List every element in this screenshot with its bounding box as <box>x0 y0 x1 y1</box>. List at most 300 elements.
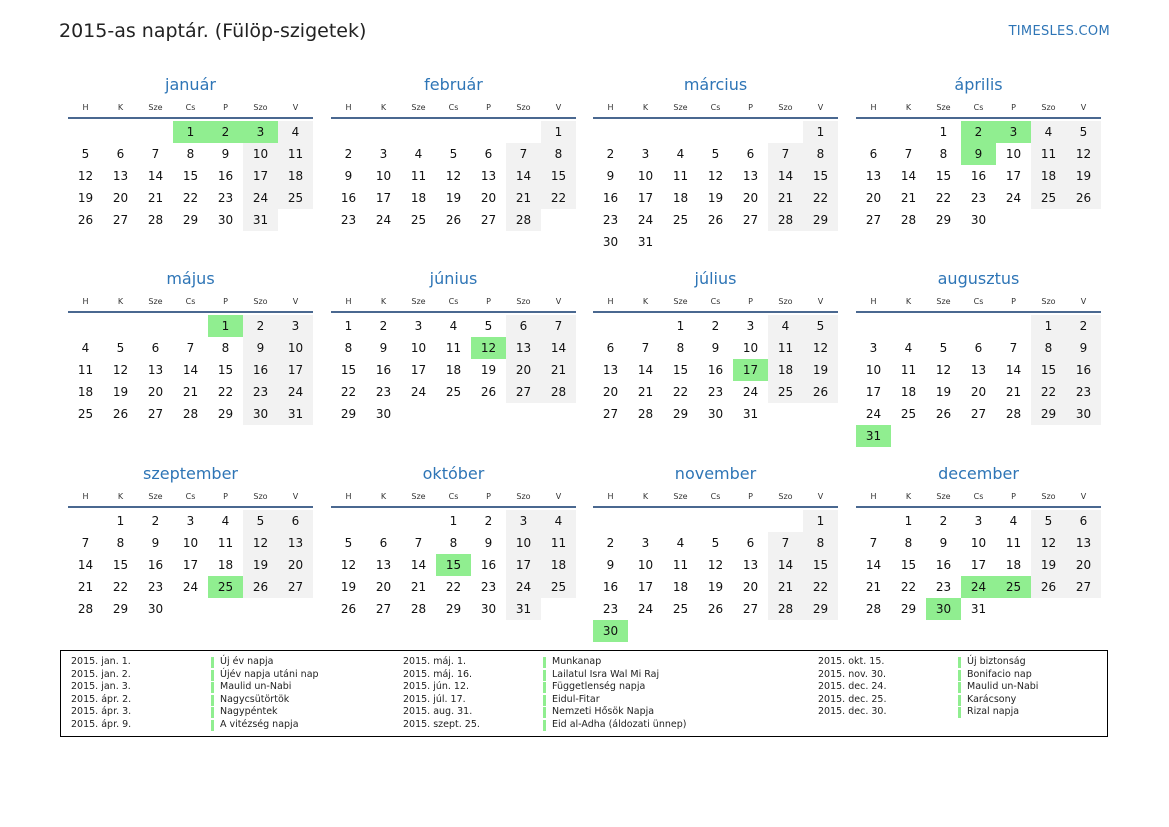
weekday-label: P <box>486 296 491 306</box>
day-cell: 19 <box>707 191 724 205</box>
weekday-label: V <box>555 491 562 501</box>
day-cell: 15 <box>541 165 576 187</box>
day-cell: 28 <box>900 213 917 227</box>
empty-cell <box>366 121 401 143</box>
day-cell: 27 <box>506 381 541 403</box>
day-cell: 23 <box>1066 381 1101 403</box>
month-4 <box>856 74 1101 231</box>
day-cell: 25 <box>672 213 689 227</box>
day-cell: 22 <box>182 191 199 205</box>
holiday-row <box>818 694 1038 707</box>
weekday-header <box>68 486 313 508</box>
day-cell: 23 <box>602 213 619 227</box>
weekday-label: Szo <box>253 296 268 306</box>
holiday-day-cell: 30 <box>926 598 961 620</box>
holiday-date: 2015. okt. 15. <box>818 656 885 667</box>
day-cell: 24 <box>375 213 392 227</box>
day-cell: 19 <box>935 385 952 399</box>
holiday-column <box>71 656 319 732</box>
day-cell: 20 <box>865 191 882 205</box>
holiday-row <box>403 681 686 694</box>
day-cell: 29 <box>340 407 357 421</box>
weekday-label: Cs <box>710 296 721 306</box>
day-cell: 13 <box>278 532 313 554</box>
holiday-row <box>71 669 319 682</box>
day-cell: 18 <box>77 385 94 399</box>
day-cell: 22 <box>900 580 917 594</box>
weekday-label: Szo <box>778 102 793 112</box>
day-cell: 10 <box>970 536 987 550</box>
holiday-marker <box>211 682 214 693</box>
day-cell: 16 <box>375 363 392 377</box>
day-cell: 12 <box>77 169 94 183</box>
day-cell: 5 <box>939 341 948 355</box>
empty-cell <box>768 510 803 532</box>
holiday-row <box>71 706 319 719</box>
weekday-label: Szo <box>516 491 531 501</box>
day-cell: 14 <box>865 558 882 572</box>
weekday-label: V <box>817 102 824 112</box>
day-cell: 7 <box>414 536 423 550</box>
day-cell: 30 <box>707 407 724 421</box>
day-cell: 28 <box>77 602 94 616</box>
day-cell: 25 <box>445 385 462 399</box>
day-cell: 18 <box>672 191 689 205</box>
day-cell: 20 <box>970 385 987 399</box>
holiday-row <box>818 656 1038 669</box>
holiday-name: Maulid un-Nabi <box>220 681 292 693</box>
weekday-label: H <box>345 296 352 306</box>
day-cell: 22 <box>935 191 952 205</box>
day-cell: 30 <box>217 213 234 227</box>
day-cell: 23 <box>243 381 278 403</box>
holiday-date: 2015. máj. 16. <box>403 668 473 680</box>
holiday-marker <box>543 707 546 718</box>
holiday-date: 2015. dec. 30. <box>818 706 887 718</box>
month-name: június <box>429 269 478 288</box>
day-cell: 30 <box>480 602 497 616</box>
day-cell: 16 <box>340 191 357 205</box>
day-cell: 23 <box>480 580 497 594</box>
day-cell: 6 <box>278 510 313 532</box>
day-cell: 19 <box>480 363 497 377</box>
holiday-day-cell: 30 <box>593 620 628 642</box>
day-cell: 18 <box>1005 558 1022 572</box>
day-cell: 11 <box>445 341 462 355</box>
weekday-label: V <box>292 296 299 306</box>
weekday-label: Sze <box>673 296 688 306</box>
empty-cell <box>856 121 891 143</box>
day-cell: 16 <box>480 558 497 572</box>
day-cell: 25 <box>410 213 427 227</box>
day-cell: 7 <box>506 143 541 165</box>
day-cell: 14 <box>541 337 576 359</box>
day-cell: 2 <box>606 147 615 161</box>
month-name: szeptember <box>142 464 238 483</box>
day-cell: 10 <box>278 337 313 359</box>
day-cell: 28 <box>506 209 541 231</box>
brand-link[interactable]: TIMESLES.COM <box>1008 24 1110 39</box>
empty-cell <box>856 315 891 337</box>
holiday-name: A vitézség napja <box>220 718 299 730</box>
holiday-marker <box>211 707 214 718</box>
day-cell: 13 <box>112 169 129 183</box>
day-cell: 6 <box>869 147 878 161</box>
weekday-label: Cs <box>448 102 459 112</box>
day-cell: 29 <box>1031 403 1066 425</box>
month-10 <box>331 463 576 620</box>
day-cell: 19 <box>112 385 129 399</box>
day-cell: 14 <box>147 169 164 183</box>
empty-cell <box>698 510 733 532</box>
day-cell: 16 <box>243 359 278 381</box>
holiday-day-cell: 9 <box>961 143 996 165</box>
day-cell: 6 <box>151 341 160 355</box>
weekday-label: K <box>380 102 387 112</box>
day-cell: 19 <box>803 359 838 381</box>
weekday-label: H <box>870 102 877 112</box>
day-grid <box>68 121 313 231</box>
day-cell: 15 <box>803 165 838 187</box>
day-cell: 7 <box>151 147 160 161</box>
holiday-name: Nagycsütörtök <box>220 693 290 705</box>
day-cell: 27 <box>742 602 759 616</box>
day-cell: 27 <box>480 213 497 227</box>
day-cell: 15 <box>217 363 234 377</box>
day-cell: 30 <box>147 602 164 616</box>
weekday-label: H <box>870 296 877 306</box>
day-cell: 8 <box>116 536 125 550</box>
day-cell: 1 <box>344 319 353 333</box>
holiday-marker <box>543 682 546 693</box>
weekday-label: K <box>642 296 649 306</box>
day-cell: 14 <box>768 554 803 576</box>
day-cell: 15 <box>182 169 199 183</box>
holiday-marker <box>543 695 546 706</box>
weekday-label: P <box>1011 491 1016 501</box>
day-cell: 1 <box>1031 315 1066 337</box>
empty-cell <box>593 510 628 532</box>
empty-cell <box>471 121 506 143</box>
weekday-label: V <box>1080 102 1087 112</box>
day-cell: 29 <box>900 602 917 616</box>
day-cell: 15 <box>672 363 689 377</box>
day-cell: 8 <box>221 341 230 355</box>
day-cell: 3 <box>746 319 755 333</box>
day-cell: 20 <box>112 191 129 205</box>
weekday-label: Cs <box>710 102 721 112</box>
day-cell: 19 <box>77 191 94 205</box>
weekday-label: K <box>905 296 912 306</box>
day-cell: 16 <box>707 363 724 377</box>
weekday-label: P <box>1011 296 1016 306</box>
day-cell: 14 <box>410 558 427 572</box>
weekday-header <box>331 291 576 313</box>
day-cell: 20 <box>1066 554 1101 576</box>
weekday-label: Sze <box>411 102 426 112</box>
holiday-column <box>403 656 686 732</box>
day-cell: 22 <box>445 580 462 594</box>
empty-cell <box>628 121 663 143</box>
day-cell: 23 <box>375 385 392 399</box>
day-cell: 17 <box>1005 169 1022 183</box>
day-cell: 3 <box>641 147 650 161</box>
day-cell: 24 <box>1005 191 1022 205</box>
empty-cell <box>103 121 138 143</box>
day-cell: 28 <box>147 213 164 227</box>
weekday-label: Cs <box>973 491 984 501</box>
day-cell: 21 <box>182 385 199 399</box>
weekday-label: V <box>1080 491 1087 501</box>
day-cell: 26 <box>77 213 94 227</box>
empty-cell <box>68 121 103 143</box>
day-cell: 10 <box>410 341 427 355</box>
day-cell: 26 <box>112 407 129 421</box>
day-cell: 15 <box>900 558 917 572</box>
holiday-marker <box>958 670 961 681</box>
day-cell: 11 <box>900 363 917 377</box>
day-cell: 1 <box>449 514 458 528</box>
day-cell: 12 <box>1066 143 1101 165</box>
day-cell: 11 <box>541 532 576 554</box>
empty-cell <box>891 121 926 143</box>
day-cell: 3 <box>414 319 423 333</box>
empty-cell <box>593 121 628 143</box>
weekday-label: H <box>607 491 614 501</box>
day-cell: 7 <box>186 341 195 355</box>
day-cell: 22 <box>803 576 838 598</box>
holiday-name: Rizal napja <box>967 706 1020 718</box>
day-cell: 1 <box>939 125 948 139</box>
weekday-header <box>331 97 576 119</box>
day-cell: 9 <box>151 536 160 550</box>
day-cell: 22 <box>803 187 838 209</box>
day-cell: 25 <box>1031 187 1066 209</box>
day-cell: 18 <box>410 191 427 205</box>
month-5 <box>68 268 313 425</box>
day-cell: 15 <box>935 169 952 183</box>
holiday-date: 2015. nov. 30. <box>818 668 887 680</box>
day-cell: 10 <box>637 169 654 183</box>
day-cell: 30 <box>970 213 987 227</box>
day-cell: 29 <box>803 209 838 231</box>
weekday-label: K <box>642 491 649 501</box>
day-cell: 6 <box>606 341 615 355</box>
day-cell: 10 <box>865 363 882 377</box>
day-cell: 2 <box>344 147 353 161</box>
day-cell: 2 <box>484 514 493 528</box>
day-cell: 9 <box>221 147 230 161</box>
empty-cell <box>628 315 663 337</box>
day-cell: 5 <box>711 536 720 550</box>
month-6 <box>331 268 576 425</box>
empty-cell <box>768 121 803 143</box>
day-cell: 4 <box>414 147 423 161</box>
day-cell: 6 <box>746 147 755 161</box>
holiday-date: 2015. jan. 1. <box>71 656 131 667</box>
weekday-label: K <box>905 102 912 112</box>
day-cell: 18 <box>541 554 576 576</box>
weekday-label: V <box>292 491 299 501</box>
day-cell: 3 <box>974 514 983 528</box>
day-grid <box>68 510 313 620</box>
holiday-marker <box>211 695 214 706</box>
day-cell: 5 <box>449 147 458 161</box>
day-cell: 13 <box>742 558 759 572</box>
day-cell: 24 <box>742 385 759 399</box>
weekday-label: Sze <box>148 491 163 501</box>
holiday-marker <box>543 657 546 668</box>
day-cell: 20 <box>742 580 759 594</box>
day-cell: 9 <box>344 169 353 183</box>
month-3 <box>593 74 838 253</box>
day-cell: 17 <box>182 558 199 572</box>
day-cell: 2 <box>606 536 615 550</box>
weekday-label: Cs <box>185 296 196 306</box>
holiday-day-cell: 1 <box>173 121 208 143</box>
day-cell: 30 <box>1066 403 1101 425</box>
day-cell: 3 <box>641 536 650 550</box>
day-cell: 29 <box>182 213 199 227</box>
weekday-label: V <box>817 296 824 306</box>
empty-cell <box>926 315 961 337</box>
day-cell: 2 <box>243 315 278 337</box>
day-cell: 19 <box>340 580 357 594</box>
holiday-day-cell: 31 <box>856 425 891 447</box>
day-cell: 17 <box>637 580 654 594</box>
empty-cell <box>436 121 471 143</box>
day-cell: 5 <box>1031 510 1066 532</box>
month-12 <box>856 463 1101 620</box>
weekday-label: Cs <box>710 491 721 501</box>
day-cell: 22 <box>112 580 129 594</box>
day-cell: 28 <box>182 407 199 421</box>
day-grid <box>593 315 838 425</box>
day-cell: 29 <box>935 213 952 227</box>
day-cell: 26 <box>803 381 838 403</box>
day-cell: 6 <box>116 147 125 161</box>
day-cell: 14 <box>182 363 199 377</box>
weekday-label: V <box>817 491 824 501</box>
holiday-day-cell: 12 <box>471 337 506 359</box>
day-cell: 20 <box>278 554 313 576</box>
holiday-day-cell: 2 <box>961 121 996 143</box>
empty-cell <box>733 121 768 143</box>
weekday-label: Cs <box>185 102 196 112</box>
empty-cell <box>506 121 541 143</box>
holiday-name: Munkanap <box>552 656 602 667</box>
day-cell: 12 <box>803 337 838 359</box>
day-cell: 17 <box>278 359 313 381</box>
day-cell: 27 <box>970 407 987 421</box>
holiday-column <box>818 656 1038 719</box>
day-cell: 3 <box>869 341 878 355</box>
weekday-label: Szo <box>516 102 531 112</box>
day-cell: 27 <box>602 407 619 421</box>
weekday-label: P <box>223 102 228 112</box>
month-name: augusztus <box>937 269 1020 288</box>
weekday-label: P <box>486 102 491 112</box>
holiday-date: 2015. máj. 1. <box>403 656 467 667</box>
day-cell: 8 <box>541 143 576 165</box>
day-cell: 5 <box>1066 121 1101 143</box>
holiday-row <box>818 681 1038 694</box>
weekday-label: Szo <box>778 296 793 306</box>
holiday-date: 2015. júl. 17. <box>403 693 466 705</box>
day-cell: 5 <box>81 147 90 161</box>
weekday-label: Sze <box>411 491 426 501</box>
day-cell: 9 <box>484 536 493 550</box>
day-cell: 14 <box>506 165 541 187</box>
day-cell: 10 <box>637 558 654 572</box>
day-grid <box>331 121 576 231</box>
day-cell: 18 <box>900 385 917 399</box>
day-cell: 19 <box>243 554 278 576</box>
weekday-label: H <box>345 491 352 501</box>
day-cell: 15 <box>340 363 357 377</box>
day-cell: 16 <box>217 169 234 183</box>
weekday-label: Szo <box>1041 491 1056 501</box>
day-cell: 17 <box>410 363 427 377</box>
day-cell: 24 <box>637 213 654 227</box>
day-cell: 21 <box>865 580 882 594</box>
day-cell: 23 <box>147 580 164 594</box>
holiday-date: 2015. jan. 3. <box>71 681 131 693</box>
day-cell: 14 <box>768 165 803 187</box>
day-grid <box>331 510 576 620</box>
day-cell: 14 <box>77 558 94 572</box>
day-cell: 12 <box>445 169 462 183</box>
day-cell: 26 <box>707 602 724 616</box>
day-cell: 20 <box>147 385 164 399</box>
day-cell: 24 <box>506 576 541 598</box>
day-cell: 21 <box>637 385 654 399</box>
day-cell: 17 <box>506 554 541 576</box>
day-cell: 8 <box>1031 337 1066 359</box>
empty-cell <box>663 121 698 143</box>
day-cell: 1 <box>803 121 838 143</box>
empty-cell <box>103 315 138 337</box>
day-cell: 6 <box>506 315 541 337</box>
day-cell: 9 <box>711 341 720 355</box>
day-cell: 4 <box>1031 121 1066 143</box>
weekday-label: Sze <box>148 102 163 112</box>
day-cell: 31 <box>278 403 313 425</box>
day-cell: 5 <box>803 315 838 337</box>
holiday-name: Új biztonság <box>967 656 1026 667</box>
day-cell: 11 <box>217 536 234 550</box>
weekday-label: Szo <box>1041 102 1056 112</box>
day-cell: 4 <box>1009 514 1018 528</box>
holiday-name: Eid al-Adha (áldozati ünnep) <box>552 718 687 730</box>
day-cell: 24 <box>243 187 278 209</box>
day-cell: 11 <box>77 363 94 377</box>
day-cell: 21 <box>147 191 164 205</box>
day-grid <box>593 121 838 253</box>
holiday-marker <box>543 720 546 731</box>
weekday-header <box>856 97 1101 119</box>
weekday-label: Sze <box>411 296 426 306</box>
day-cell: 4 <box>768 315 803 337</box>
weekday-label: Cs <box>185 491 196 501</box>
day-cell: 29 <box>672 407 689 421</box>
weekday-header <box>856 291 1101 313</box>
day-cell: 24 <box>410 385 427 399</box>
day-cell: 9 <box>1066 337 1101 359</box>
day-cell: 22 <box>340 385 357 399</box>
weekday-label: H <box>82 296 89 306</box>
weekday-label: Szo <box>778 491 793 501</box>
